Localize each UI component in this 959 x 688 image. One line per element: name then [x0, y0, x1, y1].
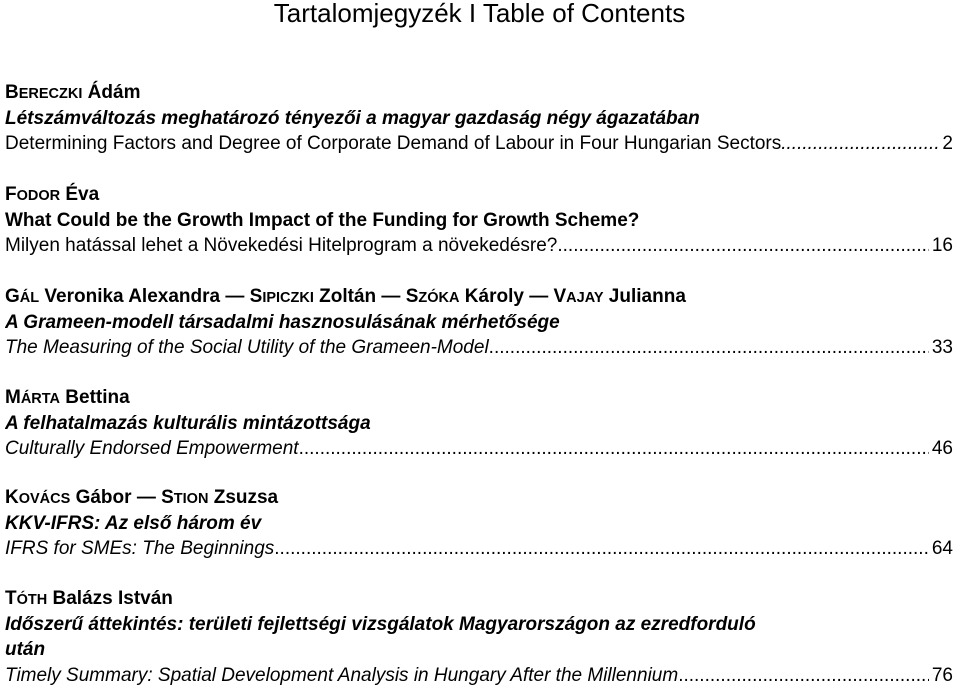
entry-title-english: The Measuring of the Social Utility of the Grameen-Model	[5, 337, 489, 358]
toc-entry-gal	[5, 284, 953, 361]
author-initial: B	[5, 82, 19, 103]
author-given-name: Zoltán	[313, 286, 377, 307]
dot-leader	[781, 131, 939, 157]
entry-title-english: Culturally Endorsed Empowerment	[5, 438, 299, 459]
entry-title-english-line	[5, 536, 953, 562]
page-number: 33	[931, 337, 953, 358]
toc-entry-kovacs	[5, 485, 953, 562]
entry-title-english-line	[5, 436, 953, 462]
author-initial: G	[5, 286, 20, 307]
entry-authors	[5, 182, 953, 208]
dot-leader	[299, 436, 929, 462]
author-given-name: Éva	[60, 184, 100, 205]
entry-title-english-line	[5, 335, 953, 361]
dot-leader	[678, 663, 929, 688]
author-surname: ZÓKA	[418, 290, 460, 306]
author-given-name: Károly	[459, 286, 524, 307]
author-separator: —	[523, 286, 554, 307]
toc-entry-toth	[5, 586, 953, 688]
author-given-name: Balázs István	[47, 588, 173, 609]
entry-title-hungarian: Létszámváltozás meghatározó tényezői a magyar gazdaság négy ágazatában	[5, 107, 700, 129]
entry-authors	[5, 586, 953, 612]
entry-title-english: Determining Factors and Degree of Corporate Demand of Labour in Four Hungarian Sectors	[5, 133, 782, 154]
author-surname: ÓTH	[16, 592, 48, 608]
entry-title-hungarian: What Could be the Growth Impact of the Funding for Growth Scheme?	[5, 209, 640, 231]
author-given-name: Zsuzsa	[208, 487, 279, 508]
author-separator: —	[220, 286, 250, 307]
entry-title-hungarian: A felhatalmazás kulturális mintázottsága	[5, 412, 371, 434]
author-surname: ODOR	[16, 188, 61, 204]
author-surname: AJAY	[566, 290, 604, 306]
entry-title-english-line	[5, 131, 953, 157]
entry-title-english: Timely Summary: Spatial Development Analysis in Hungary After the Millennium	[5, 664, 679, 686]
page-number: 46	[931, 438, 953, 459]
entry-authors	[5, 80, 953, 106]
entry-title-hungarian-continued: után	[5, 639, 46, 660]
toc-entry-bereczki	[5, 80, 953, 157]
entry-title-english: IFRS for SMEs: The Beginnings	[5, 538, 275, 559]
author-given-name: Veronika Alexandra	[39, 286, 221, 307]
author-initial: F	[5, 184, 17, 205]
author-surname: ERECZKI	[18, 86, 83, 102]
entry-title-hungarian: A Grameen-modell társadalmi hasznosulásának mérhetősége	[5, 311, 560, 333]
entry-title-english: Milyen hatással lehet a Növekedési Hitelprogram a növekedésre?	[5, 235, 558, 256]
author-surname: TION	[173, 491, 209, 507]
dot-leader	[274, 536, 929, 562]
author-initial: S	[161, 487, 174, 508]
entry-title-hungarian: Időszerű áttekintés: területi fejlettségi vizsgálatok Magyarországon az ezredforduló	[5, 613, 756, 635]
author-surname: OVÁCS	[18, 491, 71, 507]
page-number: 64	[931, 538, 953, 559]
entry-authors	[5, 284, 953, 310]
entry-title-hungarian: KKV-IFRS: Az első három év	[5, 512, 262, 534]
author-surname: ÁRTA	[20, 391, 61, 407]
entry-authors	[5, 485, 953, 511]
toc-entry-marta	[5, 385, 953, 462]
author-initial: K	[5, 487, 19, 508]
author-separator: —	[131, 487, 162, 508]
author-given-name: Gábor	[70, 487, 132, 508]
page-number: 76	[931, 664, 953, 686]
toc-entry-fodor	[5, 182, 953, 259]
entry-title-english-line	[5, 663, 953, 688]
author-initial: T	[5, 588, 17, 609]
dot-leader	[557, 233, 929, 259]
author-separator: —	[376, 286, 406, 307]
dot-leader	[489, 335, 929, 361]
page-number: 16	[931, 235, 953, 256]
author-initial: M	[5, 387, 21, 408]
author-given-name: Julianna	[603, 286, 686, 307]
entry-authors	[5, 385, 953, 411]
author-given-name: Bettina	[60, 387, 130, 408]
author-given-name: Ádám	[82, 82, 141, 103]
page-title: Tartalomjegyzék I Table of Contents	[273, 0, 686, 28]
page-number: 2	[942, 133, 953, 154]
entry-title-english-line	[5, 233, 953, 259]
author-initial: S	[405, 286, 419, 307]
author-surname: IPICZKI	[262, 290, 314, 306]
author-initial: V	[553, 286, 567, 307]
author-initial: S	[249, 286, 263, 307]
author-surname: ÁL	[19, 290, 40, 306]
